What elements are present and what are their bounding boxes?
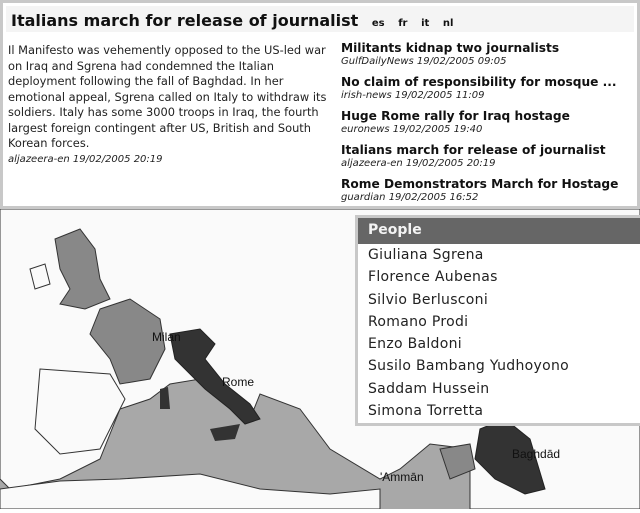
article-title-text: Italians march for release of journalist <box>11 11 359 30</box>
headline-title[interactable]: Italians march for release of journalist <box>341 143 606 157</box>
people-panel <box>355 215 640 426</box>
person-item[interactable]: Simona Torretta <box>368 403 484 420</box>
headline-meta: euronews 19/02/2005 19:40 <box>341 124 483 135</box>
label-milan: Milan <box>152 330 181 344</box>
headline-meta: aljazeera-en 19/02/2005 20:19 <box>341 158 496 169</box>
headline-title[interactable]: Rome Demonstrators March for Hostage <box>341 177 619 191</box>
people-header: People <box>358 218 640 244</box>
title-bar <box>6 6 634 32</box>
person-item[interactable]: Enzo Baldoni <box>368 336 462 353</box>
article-text: Il Manifesto was vehemently opposed to the US-led war on Iraq and Sgrena had condemned the Italian deployment following the fall of Baghdad. In her emotional appeal, Sgrena called on Italy to withdraw its soldiers. Italy has some 3000 troops in Iraq, the fourth largest foreign contingent after US, British and South Korean forces. <box>8 43 327 150</box>
headline-meta: irish-news 19/02/2005 11:09 <box>341 90 485 101</box>
label-baghdad: Baghdād <box>512 447 561 461</box>
lang-it-link[interactable]: it <box>421 18 430 29</box>
headline-item[interactable] <box>341 143 640 170</box>
person-item[interactable]: Florence Aubenas <box>368 269 498 286</box>
headline-meta: guardian 19/02/2005 16:52 <box>341 192 479 203</box>
article-body <box>8 43 338 167</box>
headline-meta: GulfDailyNews 19/02/2005 09:05 <box>341 56 507 67</box>
headline-item[interactable] <box>341 177 640 204</box>
headline-title[interactable]: Militants kidnap two journalists <box>341 41 560 55</box>
headline-item[interactable] <box>341 75 640 102</box>
person-item[interactable]: Giuliana Sgrena <box>368 247 484 263</box>
person-item[interactable]: Saddam Hussein <box>368 380 490 397</box>
article-title <box>11 11 453 30</box>
person-item[interactable]: Romano Prodi <box>368 313 469 330</box>
person-item[interactable]: Susilo Bambang Yudhoyono <box>368 358 569 375</box>
lang-nl-link[interactable]: nl <box>442 18 454 29</box>
label-rome: Rome <box>222 375 255 389</box>
article-panel <box>0 0 640 209</box>
headline-item[interactable] <box>341 41 640 68</box>
headline-title[interactable]: No claim of responsibility for mosque ... <box>341 75 617 89</box>
label-amman: 'Ammān <box>380 470 424 484</box>
lang-fr-link[interactable]: fr <box>398 18 408 29</box>
headline-list <box>341 41 640 211</box>
headline-item[interactable] <box>341 109 640 136</box>
lang-es-link[interactable]: es <box>371 18 385 29</box>
headline-title[interactable]: Huge Rome rally for Iraq hostage <box>341 109 570 123</box>
article-meta: aljazeera-en 19/02/2005 20:19 <box>8 153 163 165</box>
person-item[interactable]: Silvio Berlusconi <box>368 291 489 308</box>
